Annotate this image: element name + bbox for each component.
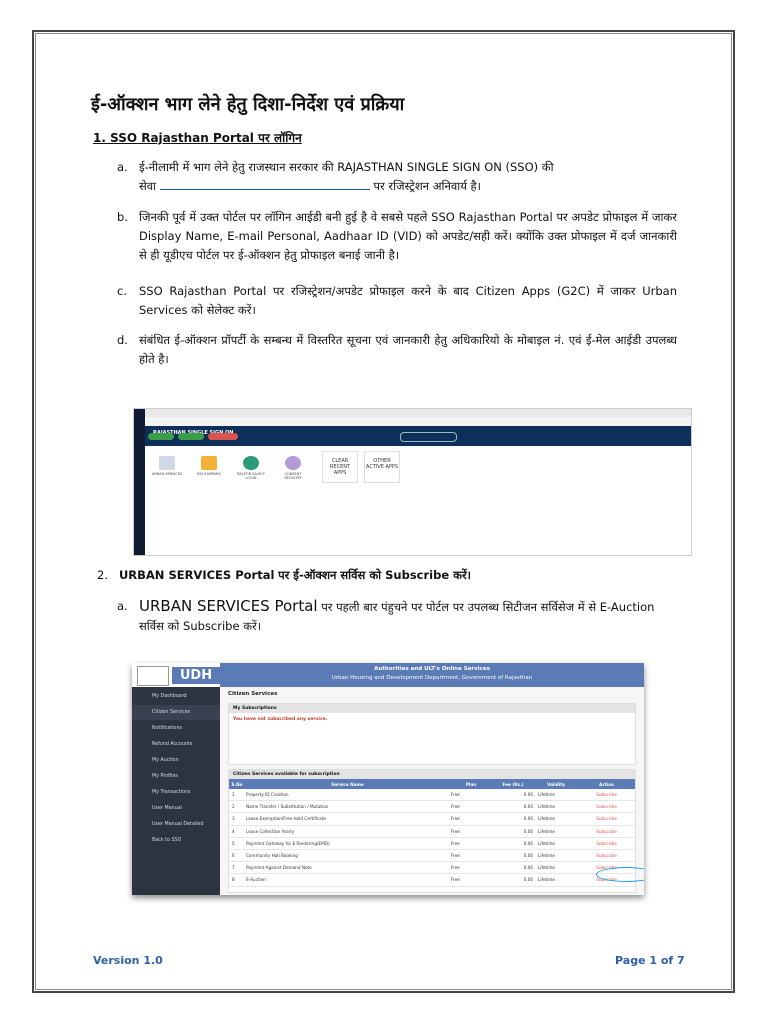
udh-main: [220, 687, 644, 895]
cell-service-name: E-Auction: [245, 874, 450, 886]
cell-plan: Free: [450, 837, 492, 849]
subscribe-link[interactable]: Subscribe: [578, 849, 635, 861]
nav-user-manual: User Manual: [152, 806, 182, 811]
cell-plan: Free: [450, 801, 492, 813]
cell-sno: 6: [229, 849, 245, 861]
nav-refund-accounts: Refund Accounts: [152, 742, 193, 747]
sso-app-urban: URBAN SERVICES: [150, 453, 184, 489]
section1-heading: 1. SSO Rajasthan Portal पर लॉगिन: [93, 131, 302, 145]
sampark-icon: [201, 456, 217, 470]
item-a-line2b: पर रजिस्ट्रेशन अनिवार्य है।: [373, 179, 482, 193]
subscribe-link[interactable]: Subscribe: [578, 801, 635, 813]
consent-icon: [285, 456, 301, 470]
subscribe-link[interactable]: Subscribe: [578, 837, 635, 849]
udh-header: [220, 663, 644, 687]
col-validity: Validity: [534, 779, 578, 789]
nav-dashboard: My Dashboard: [152, 694, 187, 699]
cell-fee: 0.00: [492, 849, 534, 861]
item-b-text: जिनकी पूर्व में उक्त पोर्टल पर लॉगिन आईडी बनी हुई है वे सबसे पहले SSO Rajasthan Portal पर अपडेट प्रोफाइल में जाकर Display Name, E-mail Personal, Aadhaar ID (VID) को अपडेट/सही करें। क्योंकि उक्त प्रोफाइल में दर्ज जानकारी से ही यूडीएच पोर्टल पर ई-ऑक्शन हेतु प्रोफाइल बनाई जानी है।: [139, 210, 677, 262]
cell-service-name: Payment Gateway for E-Tendering(EMD): [245, 837, 450, 849]
nav-citizen-services: Citizen Services: [132, 705, 220, 720]
section1-item-a: [117, 158, 677, 196]
cell-service-name: Property ID Creation: [245, 789, 450, 801]
item-label: a.: [117, 599, 128, 613]
item-label: a.: [117, 160, 128, 174]
table-row: [229, 849, 635, 861]
cell-plan: Free: [450, 825, 492, 837]
section1-item-d: [117, 331, 677, 369]
section2-item-a: [117, 597, 677, 636]
cell-validity: Lifetime: [534, 837, 578, 849]
sso-search-pill: [400, 432, 457, 442]
urban-services-big: URBAN SERVICES Portal: [139, 597, 318, 615]
blank-underline: [160, 177, 370, 190]
cell-validity: Lifetime: [534, 825, 578, 837]
udh-logo-area: [132, 663, 220, 687]
udh-screenshot: [132, 663, 644, 895]
my-subscriptions-heading: My Subscriptions: [229, 704, 635, 713]
cell-fee: 0.00: [492, 801, 534, 813]
cell-validity: Lifetime: [534, 849, 578, 861]
udh-emblem-icon: [137, 666, 169, 686]
cell-plan: Free: [450, 789, 492, 801]
cell-fee: 0.00: [492, 874, 534, 886]
nav-my-transactions: My Transactions: [152, 790, 191, 795]
cell-service-name: Lease Collection Yearly: [245, 825, 450, 837]
cell-fee: 0.00: [492, 813, 534, 825]
other-active-apps: OTHER ACTIVE APPS: [364, 451, 400, 483]
sso-pill: [178, 433, 204, 440]
cell-validity: Lifetime: [534, 874, 578, 886]
cell-validity: Lifetime: [534, 789, 578, 801]
building-icon: [159, 456, 175, 470]
cell-plan: Free: [450, 849, 492, 861]
cell-fee: 0.00: [492, 837, 534, 849]
col-plan: Plan: [450, 779, 492, 789]
cell-validity: Lifetime: [534, 813, 578, 825]
no-subscriptions-text: You have not subscribed any service.: [233, 717, 328, 722]
section2-item-text: पर पहली बार पंहुचने पर पोर्टल पर उपलब्ध सिटीजन सर्विसेज में से E-Auction सर्विस को Subscribe करें।: [139, 600, 655, 633]
udh-logo: UDH: [172, 667, 220, 684]
cell-service-name: Lease Exemption/Free Hold Certificate: [245, 813, 450, 825]
document-title: ई-ऑक्शन भाग लेने हेतु दिशा-निर्देश एवं प्रक्रिया: [91, 94, 405, 115]
footer-page: Page 1 of 7: [615, 954, 685, 967]
table-row: [229, 874, 635, 886]
cell-plan: Free: [450, 874, 492, 886]
available-services-heading: Citizen Services available for subscription: [229, 770, 635, 779]
col-action: Action: [578, 779, 635, 789]
cell-plan: Free: [450, 813, 492, 825]
sso-pill: [208, 433, 238, 440]
available-services-box: [228, 769, 636, 893]
udh-sidebar: [132, 687, 220, 895]
table-row: [229, 862, 635, 874]
table-row: [229, 837, 635, 849]
cell-sno: 8: [229, 874, 245, 886]
cell-service-name: Payment Against Demand Note: [245, 862, 450, 874]
udh-header-title: Authorities and ULT's Online Services: [374, 666, 490, 672]
item-a-line1: ई-नीलामी में भाग लेने हेतु राजस्थान सरकार की RAJASTHAN SINGLE SIGN ON (SSO) की: [139, 160, 554, 174]
browser-tabs: [145, 409, 691, 417]
cell-sno: 2: [229, 801, 245, 813]
table-row: [229, 825, 635, 837]
subscribe-link[interactable]: Subscribe: [578, 825, 635, 837]
nav-user-manual-detailed: User Manual Detailed: [152, 822, 204, 827]
subscribe-link[interactable]: Subscribe: [578, 874, 635, 886]
subscribe-link[interactable]: Subscribe: [578, 813, 635, 825]
section1-item-c: [117, 282, 677, 320]
table-row: [229, 813, 635, 825]
table-row: [229, 789, 635, 801]
cell-service-name: Name Transfer / Substitution / Mutation: [245, 801, 450, 813]
my-subscriptions-box: [228, 703, 636, 765]
cell-validity: Lifetime: [534, 801, 578, 813]
section2-heading-bold: URBAN SERVICES Portal: [118, 568, 275, 582]
col-sno: S.No: [229, 779, 245, 789]
cell-service-name: Community Hall Booking: [245, 849, 450, 861]
item-a-line2a: सेवा: [139, 179, 157, 193]
cell-sno: 5: [229, 837, 245, 849]
clear-recent-apps: CLEAR RECENT APPS: [322, 451, 358, 483]
services-table: [229, 779, 635, 887]
udh-header-subtitle: Urban Housing and Development Department, Government of Rajasthan: [331, 675, 533, 681]
cell-sno: 3: [229, 813, 245, 825]
cell-sno: 7: [229, 862, 245, 874]
item-label: d.: [117, 333, 128, 347]
sso-app-login: RAJ-FOR SA-KUT LOGIN: [234, 453, 268, 489]
table-header-row: [229, 779, 635, 789]
col-service-name: Service Name: [245, 779, 450, 789]
sso-app-rajsampark: RAJ SAMPARK: [192, 453, 226, 489]
sso-screenshot: [133, 408, 692, 556]
sso-pill: [148, 433, 174, 440]
table-row: [229, 801, 635, 813]
col-fee: Fee (Rs.): [492, 779, 534, 789]
cell-validity: Lifetime: [534, 862, 578, 874]
emblem-icon: [243, 456, 259, 470]
nav-my-auction: My Auction: [152, 758, 179, 763]
item-d-text: संबंधित ई-ऑक्शन प्रॉपर्टी के सम्बन्ध में विस्तरित सूचना एवं जानकारी हेतु अधिकारियो के मोबाइल नं. एवं ई-मेल आईडी उपलब्ध होते है।: [139, 333, 677, 366]
cell-fee: 0.00: [492, 862, 534, 874]
cell-sno: 4: [229, 825, 245, 837]
cell-sno: 1: [229, 789, 245, 801]
item-label: b.: [117, 210, 128, 224]
udh-page-title: Citizen Services: [228, 691, 278, 697]
nav-back-to-sso: Back to SSO: [152, 838, 182, 843]
nav-my-profiles: My Profiles: [152, 774, 178, 779]
footer-version: Version 1.0: [93, 954, 163, 967]
item-label: c.: [117, 284, 127, 298]
item-c-text: SSO Rajasthan Portal पर रजिस्ट्रेशन/अपडेट प्रोफाइल करने के बाद Citizen Apps (G2C) में जाकर Urban Services को सेलेक्ट करें।: [139, 284, 677, 317]
subscribe-link[interactable]: Subscribe: [578, 789, 635, 801]
section2-heading: 2. URBAN SERVICES Portal पर ई-ऑक्शन सर्विस को Subscribe करें।: [97, 568, 472, 582]
sso-app-consent: CONSENT REGISTRY: [276, 453, 310, 489]
section1-item-b: [117, 208, 677, 265]
cell-fee: 0.00: [492, 789, 534, 801]
section2-heading-rest: पर ई-ऑक्शन सर्विस को Subscribe करें।: [278, 568, 472, 582]
nav-notifications: Notifications: [152, 726, 183, 731]
cell-fee: 0.00: [492, 825, 534, 837]
subscribe-link[interactable]: Subscribe: [578, 862, 635, 874]
cell-plan: Free: [450, 862, 492, 874]
sso-sidebar: [134, 409, 145, 555]
